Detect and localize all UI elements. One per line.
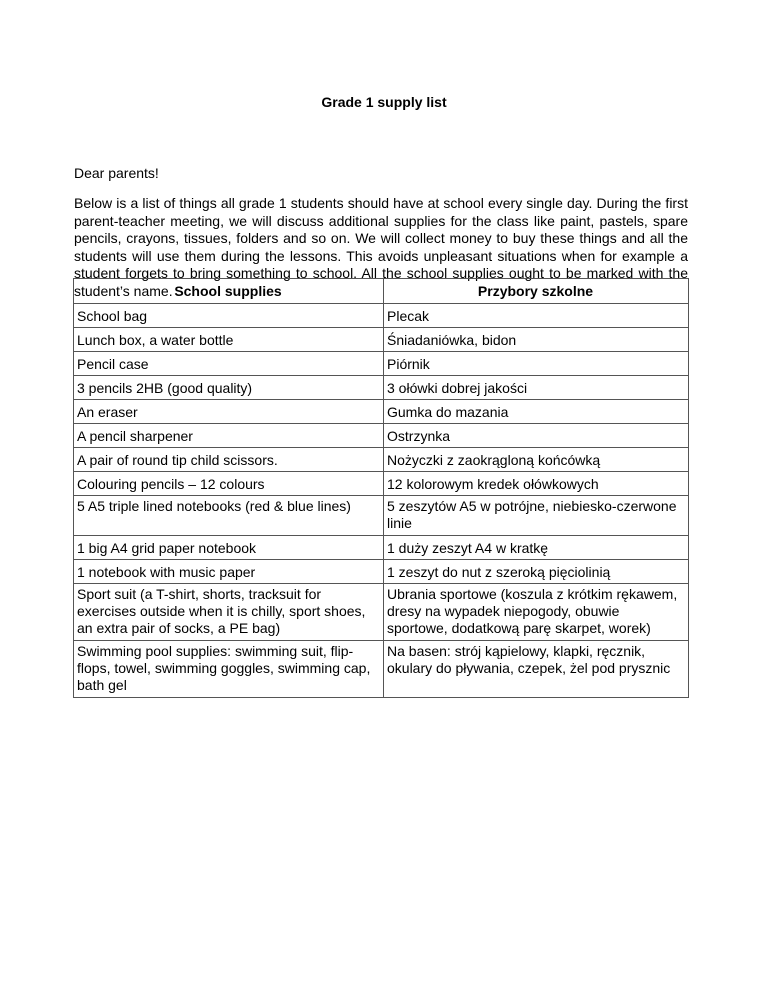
cell-english: Lunch box, a water bottle bbox=[74, 328, 384, 352]
cell-english: School bag bbox=[74, 304, 384, 328]
table-row bbox=[74, 448, 689, 472]
cell-english: 5 A5 triple lined notebooks (red & blue lines) bbox=[74, 496, 384, 536]
header-przybory-szkolne: Przybory szkolne bbox=[384, 279, 689, 304]
table-row bbox=[74, 352, 689, 376]
cell-english: Pencil case bbox=[74, 352, 384, 376]
cell-english: Sport suit (a T-shirt, shorts, tracksuit for exercises outside when it is chilly, sport shoes, an extra pair of socks, a PE bag) bbox=[74, 584, 384, 641]
cell-english: Colouring pencils – 12 colours bbox=[74, 472, 384, 496]
header-school-supplies: School supplies bbox=[74, 279, 384, 304]
table-row bbox=[74, 328, 689, 352]
cell-polish: 5 zeszytów A5 w potrójne, niebiesko-czerwone linie bbox=[384, 496, 689, 536]
greeting: Dear parents! bbox=[74, 165, 159, 181]
cell-english: An eraser bbox=[74, 400, 384, 424]
table-row bbox=[74, 472, 689, 496]
table-row bbox=[74, 400, 689, 424]
intro-paragraph: Below is a list of things all grade 1 students should have at school every single day. During the first parent-teacher meeting, we will discuss additional supplies for the class like paint, pastels, spare pencils, crayons, tissues, folders and so on. We will collect money to buy these things and all the students will use them during the lessons. This avoids unpleasant situations when for example a student forgets to bring something to school. All the school supplies ought to be marked with the student’s name. bbox=[74, 195, 688, 299]
table-row bbox=[74, 584, 689, 641]
table-header-row bbox=[74, 279, 689, 304]
table-row bbox=[74, 641, 689, 698]
cell-english: 1 big A4 grid paper notebook bbox=[74, 536, 384, 560]
cell-polish: Gumka do mazania bbox=[384, 400, 689, 424]
table-row bbox=[74, 424, 689, 448]
cell-polish: Ubrania sportowe (koszula z krótkim rękawem, dresy na wypadek niepogody, obuwie sportowe, dodatkową parę skarpet, worek) bbox=[384, 584, 689, 641]
cell-polish: 1 duży zeszyt A4 w kratkę bbox=[384, 536, 689, 560]
cell-english: 1 notebook with music paper bbox=[74, 560, 384, 584]
supply-table bbox=[73, 278, 689, 698]
cell-polish: Plecak bbox=[384, 304, 689, 328]
cell-polish: 1 zeszyt do nut z szeroką pięciolinią bbox=[384, 560, 689, 584]
cell-english: A pencil sharpener bbox=[74, 424, 384, 448]
table-row bbox=[74, 304, 689, 328]
table-row bbox=[74, 536, 689, 560]
cell-polish: Ostrzynka bbox=[384, 424, 689, 448]
cell-english: Swimming pool supplies: swimming suit, flip-flops, towel, swimming goggles, swimming cap, bath gel bbox=[74, 641, 384, 698]
cell-polish: 12 kolorowym kredek ołówkowych bbox=[384, 472, 689, 496]
cell-english: A pair of round tip child scissors. bbox=[74, 448, 384, 472]
table-row bbox=[74, 496, 689, 536]
cell-polish: Nożyczki z zaokrągloną końcówką bbox=[384, 448, 689, 472]
cell-polish: 3 ołówki dobrej jakości bbox=[384, 376, 689, 400]
table-row bbox=[74, 560, 689, 584]
cell-polish: Śniadaniówka, bidon bbox=[384, 328, 689, 352]
document-title: Grade 1 supply list bbox=[321, 94, 447, 110]
cell-english: 3 pencils 2HB (good quality) bbox=[74, 376, 384, 400]
table-row bbox=[74, 376, 689, 400]
cell-polish: Piórnik bbox=[384, 352, 689, 376]
cell-polish: Na basen: strój kąpielowy, klapki, ręcznik, okulary do pływania, czepek, żel pod prysznic bbox=[384, 641, 689, 698]
